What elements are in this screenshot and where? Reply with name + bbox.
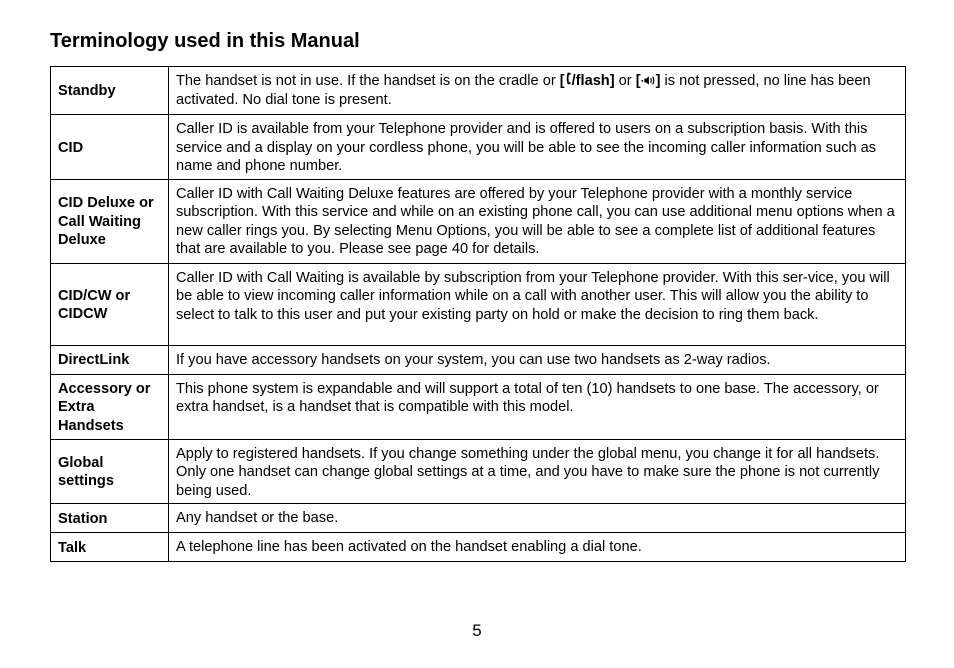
definition-cell: If you have accessory handsets on your system, you can use two handsets as 2-way radios. (169, 345, 906, 374)
definition-text: The handset is not in use. If the handset is on the cradle or (176, 73, 560, 89)
definition-cell: Apply to registered handsets. If you change something under the global menu, you change it for all handsets. Only one handset can change global settings at a time, and you have to make sure the phone is not currently being used. (169, 439, 906, 504)
table-row (51, 439, 906, 504)
definition-text: or (614, 73, 636, 89)
table-row (51, 374, 906, 439)
terminology-table (50, 66, 906, 562)
table-row (51, 67, 906, 115)
page-title: Terminology used in this Manual (50, 30, 360, 52)
handset-icon (565, 72, 572, 91)
term-cell: Station (51, 504, 169, 533)
term-cell: DirectLink (51, 345, 169, 374)
definition-cell: Caller ID is available from your Telephone provider and is offered to users on a subscription basis. With this service and a display on your cordless phone, you will be able to see the incoming caller information such as name and phone number. (169, 115, 906, 180)
page-number: 5 (472, 621, 482, 640)
definition-cell: Any handset or the base. (169, 504, 906, 533)
key-bracket: ] (655, 73, 661, 89)
term-cell: Global settings (51, 439, 169, 504)
definition-cell: Caller ID with Call Waiting Deluxe features are offered by your Telephone provider with a monthly service subscription. With this service and while on an existing phone call, you can use additional menu options when a new caller rings you. By selecting Menu Options, you will be able to see a complete list of additional features that are available to you. Please see page 40 for details. (169, 179, 906, 263)
definition-cell (169, 67, 906, 115)
key-bracket: [ (635, 73, 641, 89)
key-bracket: [ (559, 73, 565, 89)
speaker-icon (641, 72, 656, 91)
table-row (51, 263, 906, 345)
definition-text: is not pressed, no line has been activated. No dial tone is present. (176, 73, 871, 108)
term-cell: CID Deluxe or Call Waiting Deluxe (51, 179, 169, 263)
talk-flash-key (560, 73, 615, 89)
speaker-key (636, 73, 661, 89)
table-row (51, 533, 906, 562)
table-row (51, 179, 906, 263)
term-cell: CID/CW or CIDCW (51, 263, 169, 345)
table-row (51, 345, 906, 374)
definition-cell: A telephone line has been activated on the handset enabling a dial tone. (169, 533, 906, 562)
table-row (51, 504, 906, 533)
definition-cell: This phone system is expandable and will support a total of ten (10) handsets to one base. The accessory, or extra handset, is a handset that is compatible with this model. (169, 374, 906, 439)
term-cell: Talk (51, 533, 169, 562)
term-cell: CID (51, 115, 169, 180)
table-row (51, 115, 906, 180)
term-cell: Standby (51, 67, 169, 115)
term-cell: Accessory or Extra Handsets (51, 374, 169, 439)
definition-cell: Caller ID with Call Waiting is available by subscription from your Telephone provider. With this ser-vice, you will be able to view incoming caller information while on a call with another user. This will allow you the ability to select to talk to this user and put your existing party on hold or make the decision to ring them back. (169, 263, 906, 345)
talk-flash-label: /flash] (571, 73, 615, 89)
